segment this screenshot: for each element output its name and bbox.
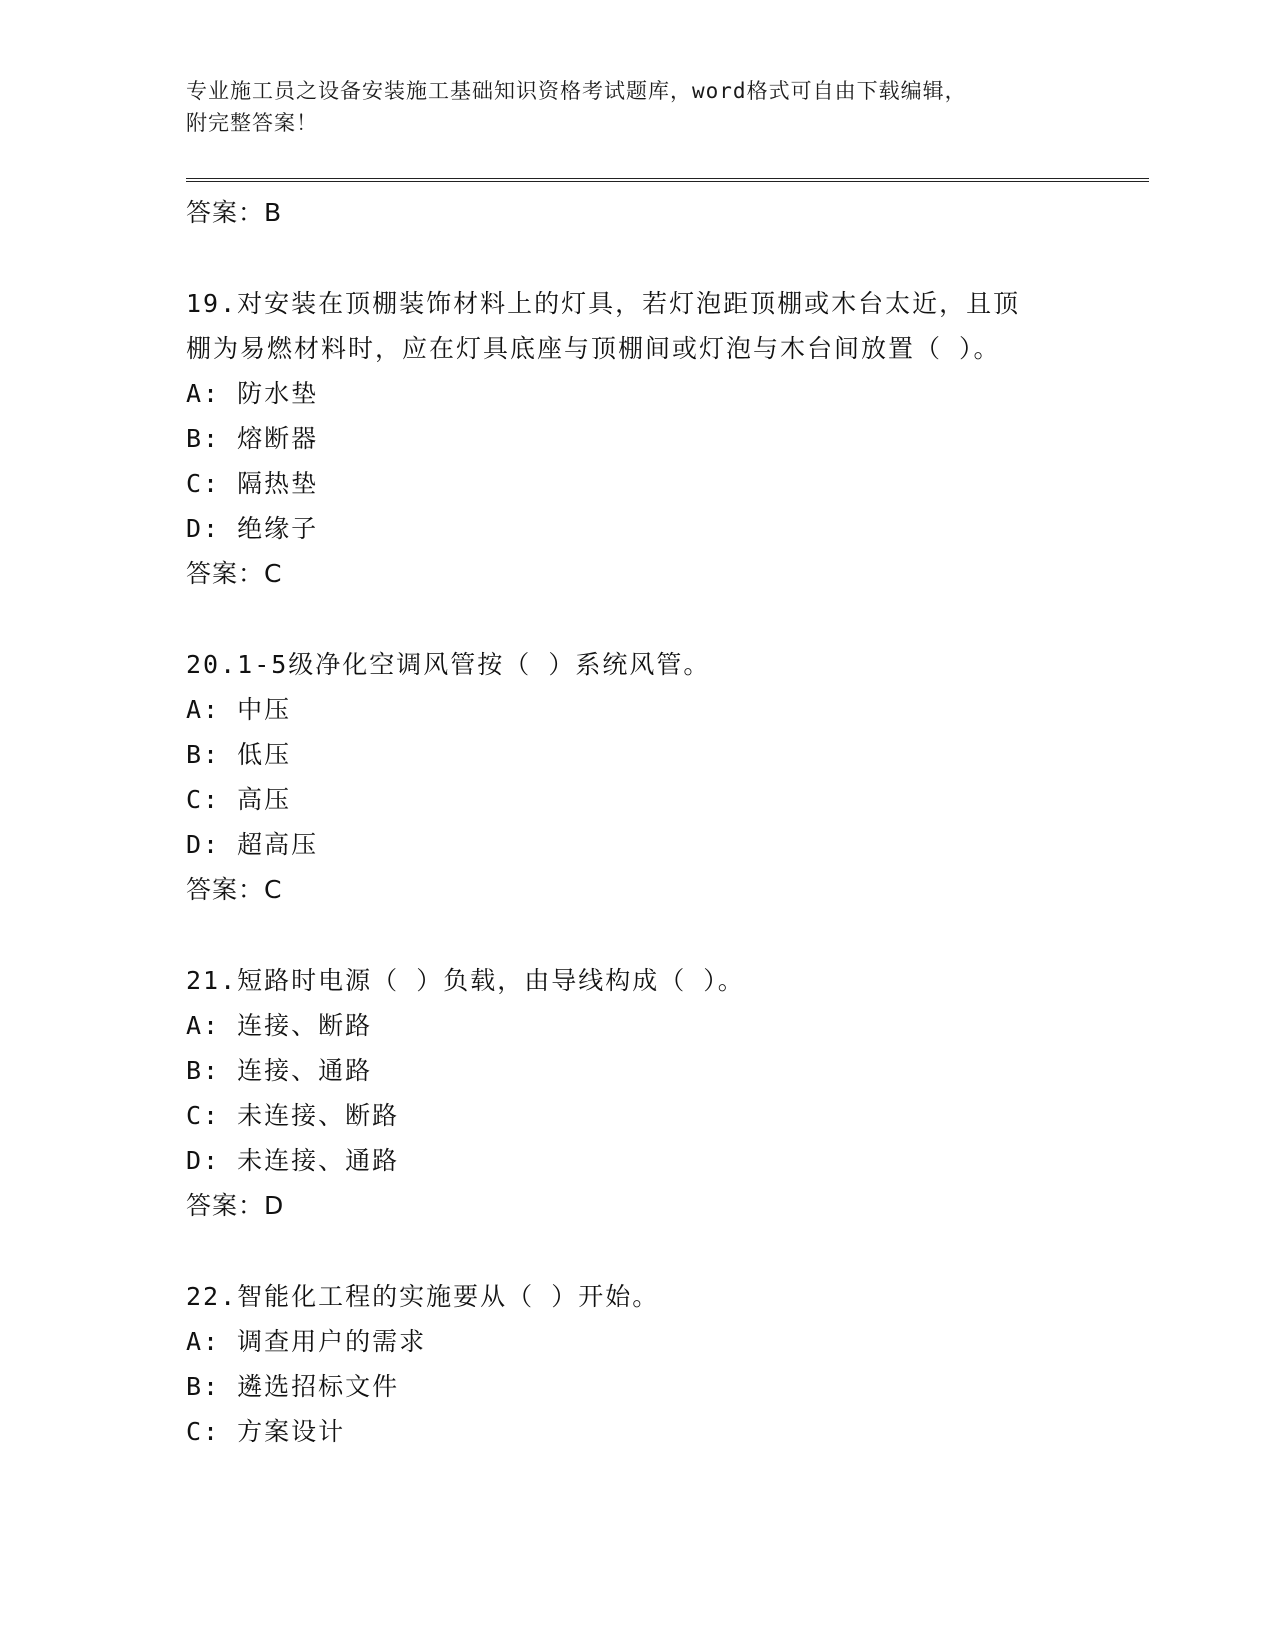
option-c: C: 方案设计 xyxy=(186,1417,346,1446)
answer: 答案：C xyxy=(186,559,283,588)
option-b: B: 遴选招标文件 xyxy=(186,1372,400,1401)
option-c: C: 高压 xyxy=(186,785,292,814)
option-a: A: 防水垫 xyxy=(186,379,319,408)
option-a: A: 调查用户的需求 xyxy=(186,1327,427,1356)
option-a: A: 连接、断路 xyxy=(186,1011,373,1040)
header-divider xyxy=(186,178,1149,182)
question-stem: 20.1-5级净化空调风管按（ ）系统风管。 xyxy=(186,650,711,679)
previous-answer: 答案：B xyxy=(186,198,283,227)
answer: 答案：C xyxy=(186,875,283,904)
document-header xyxy=(186,75,1086,139)
question-stem: 21.短路时电源（ ）负载，由导线构成（ ）。 xyxy=(186,966,745,995)
question-22 xyxy=(186,1274,1086,1454)
question-stem-continued: 棚为易燃材料时，应在灯具底座与顶棚间或灯泡与木台间放置（ ）。 xyxy=(186,334,1001,363)
question-19 xyxy=(186,281,1086,596)
question-stem: 19.对安装在顶棚装饰材料上的灯具，若灯泡距顶棚或木台太近，且顶 xyxy=(186,289,1021,318)
option-c: C: 隔热垫 xyxy=(186,469,319,498)
answer: 答案：D xyxy=(186,1191,285,1220)
header-line-1: 专业施工员之设备安装施工基础知识资格考试题库，word格式可自由下载编辑， xyxy=(186,79,967,103)
option-b: B: 连接、通路 xyxy=(186,1056,373,1085)
option-d: D: 绝缘子 xyxy=(186,514,319,543)
question-list xyxy=(186,190,1086,1454)
option-d: D: 超高压 xyxy=(186,830,319,859)
question-20 xyxy=(186,642,1086,912)
option-d: D: 未连接、通路 xyxy=(186,1146,400,1175)
question-21 xyxy=(186,958,1086,1228)
question-stem: 22.智能化工程的实施要从（ ）开始。 xyxy=(186,1282,660,1311)
option-b: B: 熔断器 xyxy=(186,424,319,453)
option-c: C: 未连接、断路 xyxy=(186,1101,400,1130)
option-a: A: 中压 xyxy=(186,695,292,724)
option-b: B: 低压 xyxy=(186,740,292,769)
header-line-2: 附完整答案！ xyxy=(186,111,318,135)
